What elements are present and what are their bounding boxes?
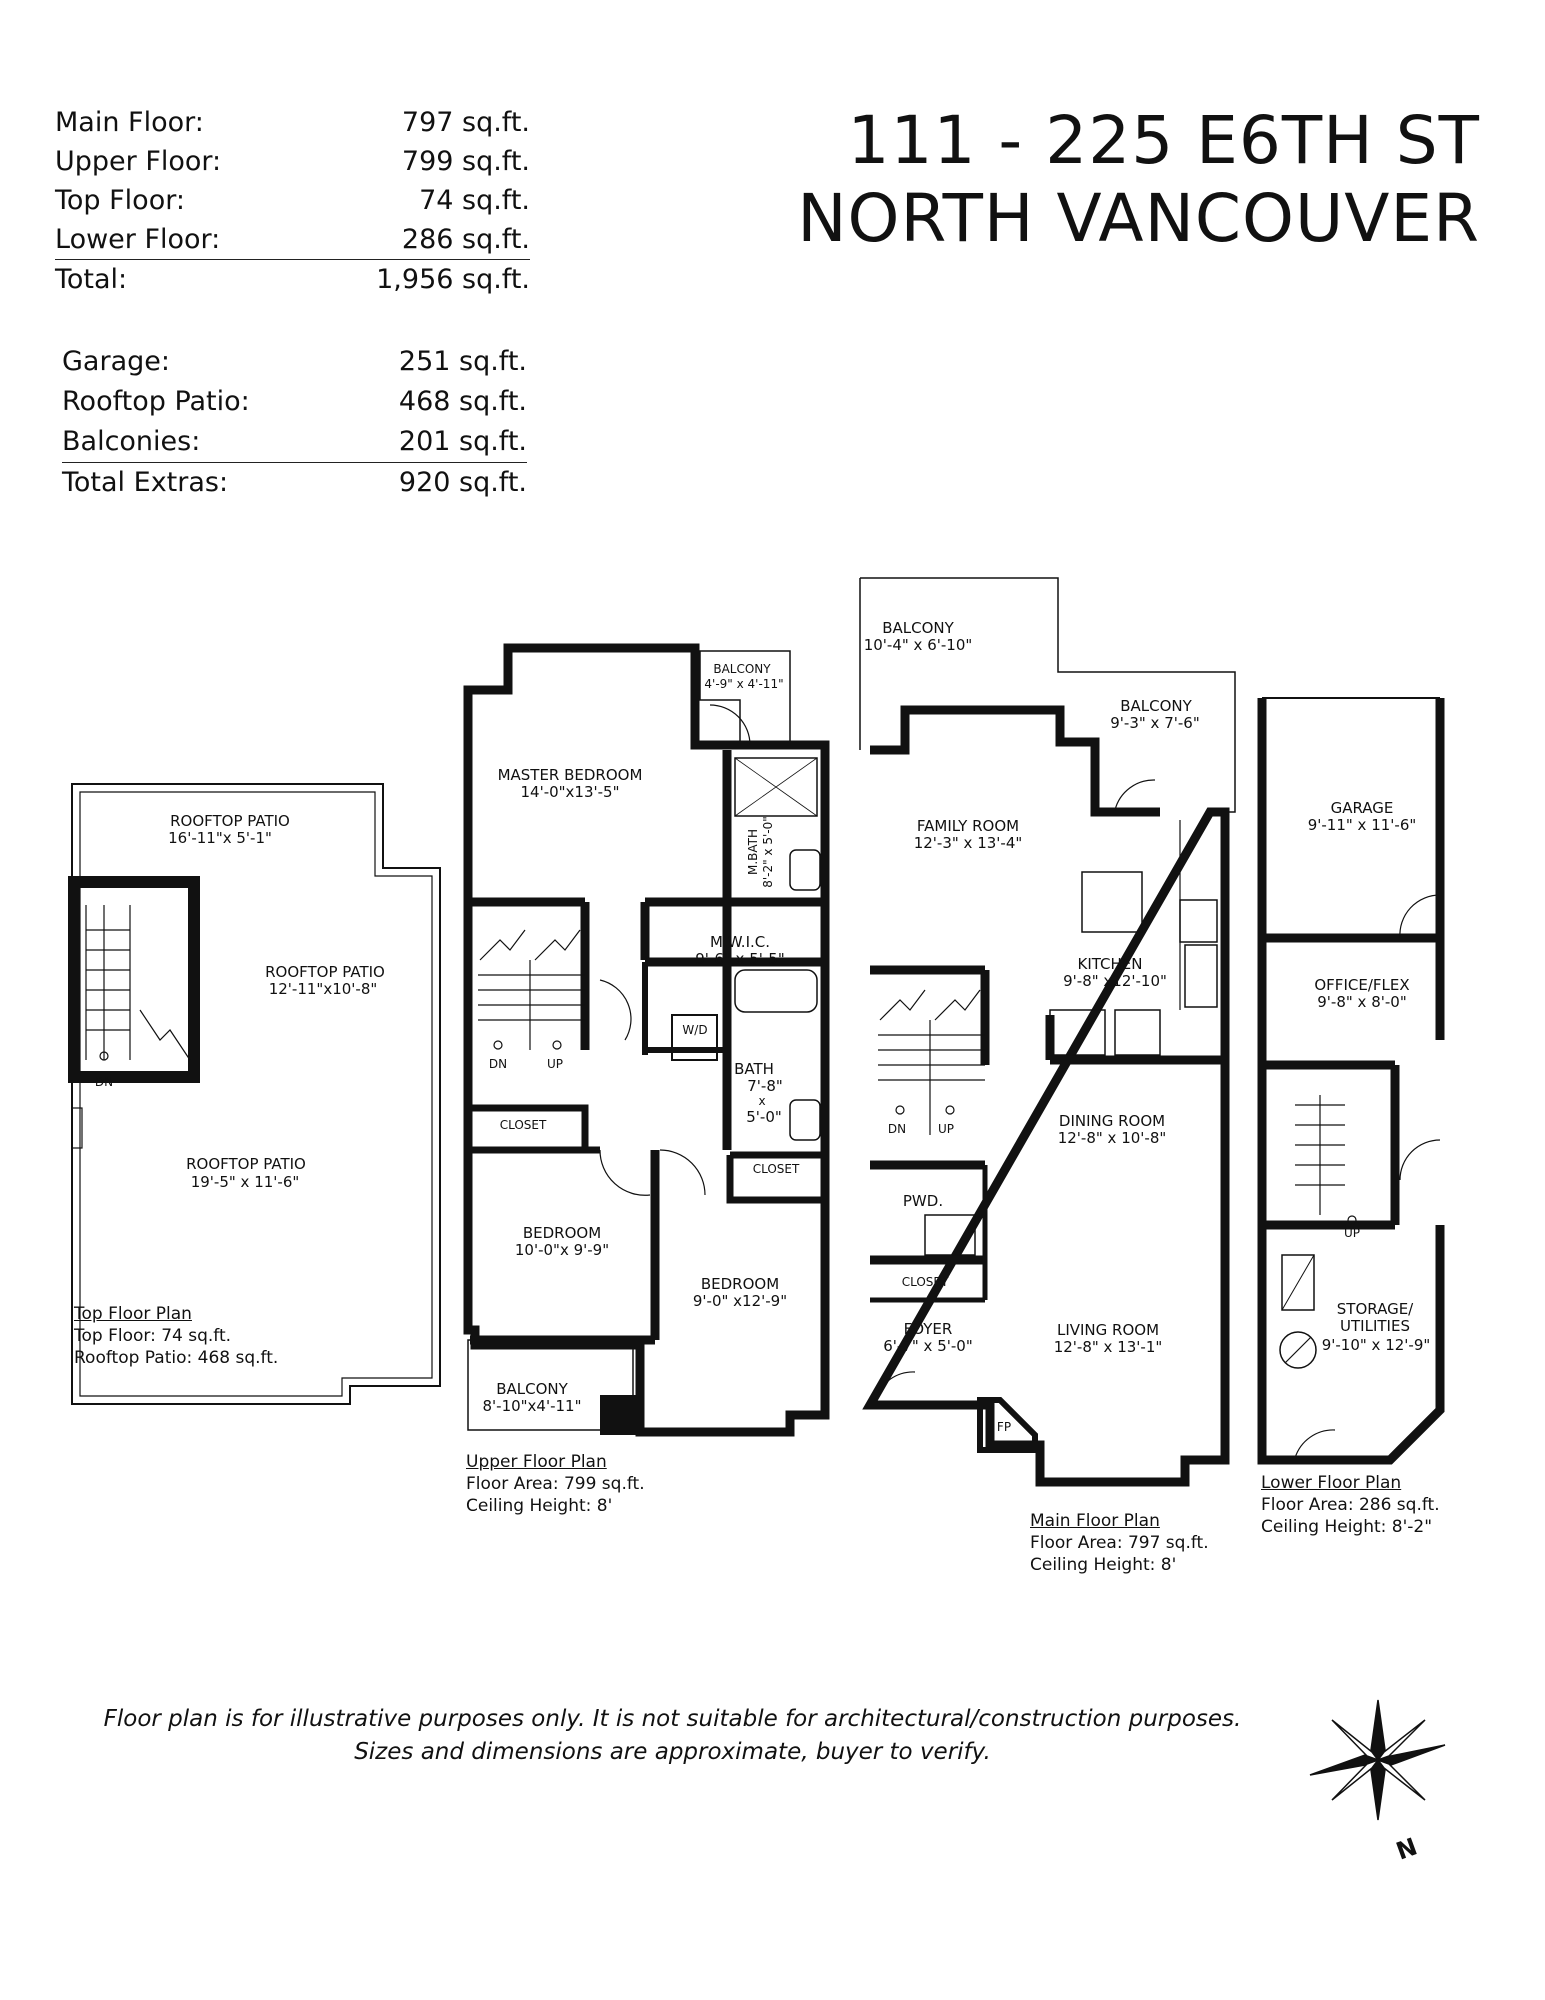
address-line-2: NORTH VANCOUVER [797, 180, 1480, 257]
area-value: 799 sq.ft. [401, 146, 530, 177]
room-label-balcony-main-a: BALCONY [882, 619, 954, 637]
room-dims-office-flex: 9'-8" x 8'-0" [1317, 993, 1407, 1011]
disclaimer-line-1: Floor plan is for illustrative purposes only. It is not suitable for architectural/construction purposes. [103, 1706, 1242, 1732]
label-fireplace: FP [996, 1420, 1012, 1434]
area-label: Main Floor: [55, 107, 204, 138]
disclaimer [0, 1703, 1345, 1769]
caption-line: Ceiling Height: 8' [466, 1496, 613, 1516]
compass-north-label: N [1392, 1832, 1421, 1866]
stair-label-up: UP [937, 1122, 955, 1136]
room-label-balcony-b: BALCONY [496, 1380, 568, 1398]
room-dims-living-room: 12'-8" x 13'-1" [1053, 1338, 1163, 1356]
address-line-1: 111 - 225 E6TH ST [847, 102, 1480, 179]
stair-label-dn: DN [887, 1122, 907, 1136]
room-label-rooftop-patio-2: ROOFTOP PATIO [265, 963, 385, 981]
room-label-office-flex: OFFICE/FLEX [1314, 976, 1410, 994]
room-dims-family-room: 12'-3" x 13'-4" [913, 834, 1023, 852]
room-dims-bedroom-2: 9'-0" x12'-9" [692, 1292, 788, 1310]
room-label-closet-2: CLOSET [752, 1162, 800, 1176]
room-label-utilities: UTILITIES [1340, 1317, 1410, 1335]
extras-label: Rooftop Patio: [62, 386, 250, 417]
area-label: Upper Floor: [55, 146, 222, 177]
stair-label-up: UP [546, 1057, 564, 1071]
stair-label-dn: DN [488, 1057, 508, 1071]
area-total-value: 1,956 sq.ft. [376, 264, 530, 295]
room-label-powder-room: PWD. [902, 1192, 944, 1210]
room-dims-foyer: 6'-7" x 5'-0" [883, 1337, 973, 1355]
area-value: 74 sq.ft. [419, 185, 530, 216]
extras-label: Garage: [62, 346, 170, 377]
room-dims-balcony-b: 8'-10"x4'-11" [482, 1397, 582, 1415]
room-label-foyer: FOYER [903, 1320, 953, 1338]
top-floor-caption [74, 1303, 278, 1369]
caption-line: Floor Area: 797 sq.ft. [1030, 1533, 1209, 1553]
room-label-bedroom-2: BEDROOM [700, 1275, 780, 1293]
caption-line: Floor Area: 799 sq.ft. [466, 1474, 645, 1494]
caption-line: Floor Area: 286 sq.ft. [1261, 1495, 1440, 1515]
room-label-rooftop-patio-1: ROOFTOP PATIO [170, 812, 290, 830]
area-value: 797 sq.ft. [401, 107, 530, 138]
extras-value: 251 sq.ft. [398, 346, 527, 377]
room-dims-bath-2: x [758, 1094, 766, 1108]
area-label: Top Floor: [55, 185, 185, 216]
main-floor-caption [1030, 1510, 1209, 1576]
upper-floor-caption [466, 1451, 645, 1517]
room-label-master-bedroom: MASTER BEDROOM [497, 766, 643, 784]
stair-icon [878, 990, 985, 1135]
room-dims-storage: 9'-10" x 12'-9" [1321, 1336, 1431, 1354]
room-dims-rooftop-patio-2: 12'-11"x10'-8" [268, 980, 378, 998]
caption-line: Ceiling Height: 8' [1030, 1555, 1177, 1575]
room-label-mwic: M.W.I.C. [709, 933, 771, 951]
room-dims-mwic: 9'-6" x 5'-5" [695, 950, 785, 968]
room-label-closet-main: CLOSET [901, 1275, 949, 1289]
room-label-storage: STORAGE/ [1336, 1300, 1414, 1318]
stair-icon [86, 905, 190, 1060]
room-dims-dining-room: 12'-8" x 10'-8" [1057, 1129, 1167, 1147]
caption-line: Ceiling Height: 8'-2" [1261, 1517, 1433, 1537]
room-dims-rooftop-patio-1: 16'-11"x 5'-1" [168, 829, 272, 847]
room-label-closet-1: CLOSET [499, 1118, 547, 1132]
room-dims-bath-3: 5'-0" [746, 1108, 782, 1126]
disclaimer-line-2: Sizes and dimensions are approximate, buyer to verify. [354, 1739, 991, 1765]
area-label: Lower Floor: [55, 224, 221, 255]
stair-icon [478, 930, 585, 1050]
room-dims-garage: 9'-11" x 11'-6" [1307, 816, 1417, 834]
caption-title: Lower Floor Plan [1261, 1473, 1402, 1493]
room-dims-kitchen: 9'-8" x12'-10" [1063, 972, 1167, 990]
label-washer-dryer: W/D [682, 1023, 708, 1037]
extras-label: Balconies: [62, 426, 201, 457]
room-label-living-room: LIVING ROOM [1056, 1321, 1160, 1339]
stair-icon [1295, 1095, 1356, 1224]
room-dims-balcony: 4'-9" x 4'-11" [704, 677, 784, 691]
room-dims-bedroom-1: 10'-0"x 9'-9" [514, 1241, 610, 1259]
area-total-label: Total: [55, 264, 128, 295]
caption-title: Top Floor Plan [74, 1304, 192, 1324]
room-label-rooftop-patio-3: ROOFTOP PATIO [186, 1155, 306, 1173]
room-label-balcony-main-b: BALCONY [1120, 697, 1192, 715]
room-dims-balcony-main-a: 10'-4" x 6'-10" [863, 636, 973, 654]
lower-floor-caption [1261, 1472, 1440, 1538]
extras-value: 201 sq.ft. [398, 426, 527, 457]
room-label-master-bath: M.BATH [746, 828, 760, 876]
room-dims-master-bath: 8'-2" x 5'-0" [761, 816, 775, 888]
caption-line: Rooftop Patio: 468 sq.ft. [74, 1348, 279, 1368]
room-label-balcony: BALCONY [713, 662, 771, 676]
room-dims-master-bedroom: 14'-0"x13'-5" [520, 783, 620, 801]
room-dims-bath-1: 7'-8" [747, 1077, 783, 1095]
caption-title: Upper Floor Plan [466, 1452, 607, 1472]
room-label-bedroom-1: BEDROOM [522, 1224, 602, 1242]
room-label-family-room: FAMILY ROOM [916, 817, 1020, 835]
area-value: 286 sq.ft. [401, 224, 530, 255]
extras-total-value: 920 sq.ft. [398, 467, 527, 498]
caption-title: Main Floor Plan [1030, 1511, 1160, 1531]
room-label-kitchen: KITCHEN [1077, 955, 1143, 973]
room-label-garage: GARAGE [1330, 799, 1394, 817]
room-label-dining-room: DINING ROOM [1058, 1112, 1166, 1130]
extras-value: 468 sq.ft. [398, 386, 527, 417]
caption-line: Top Floor: 74 sq.ft. [74, 1326, 232, 1346]
stair-label-up: UP [1343, 1226, 1361, 1240]
room-dims-balcony-main-b: 9'-3" x 7'-6" [1110, 714, 1200, 732]
extras-total-label: Total Extras: [62, 467, 229, 498]
room-dims-rooftop-patio-3: 19'-5" x 11'-6" [190, 1173, 300, 1191]
stair-label-dn: DN [94, 1075, 114, 1089]
room-label-bath: BATH [734, 1060, 774, 1078]
